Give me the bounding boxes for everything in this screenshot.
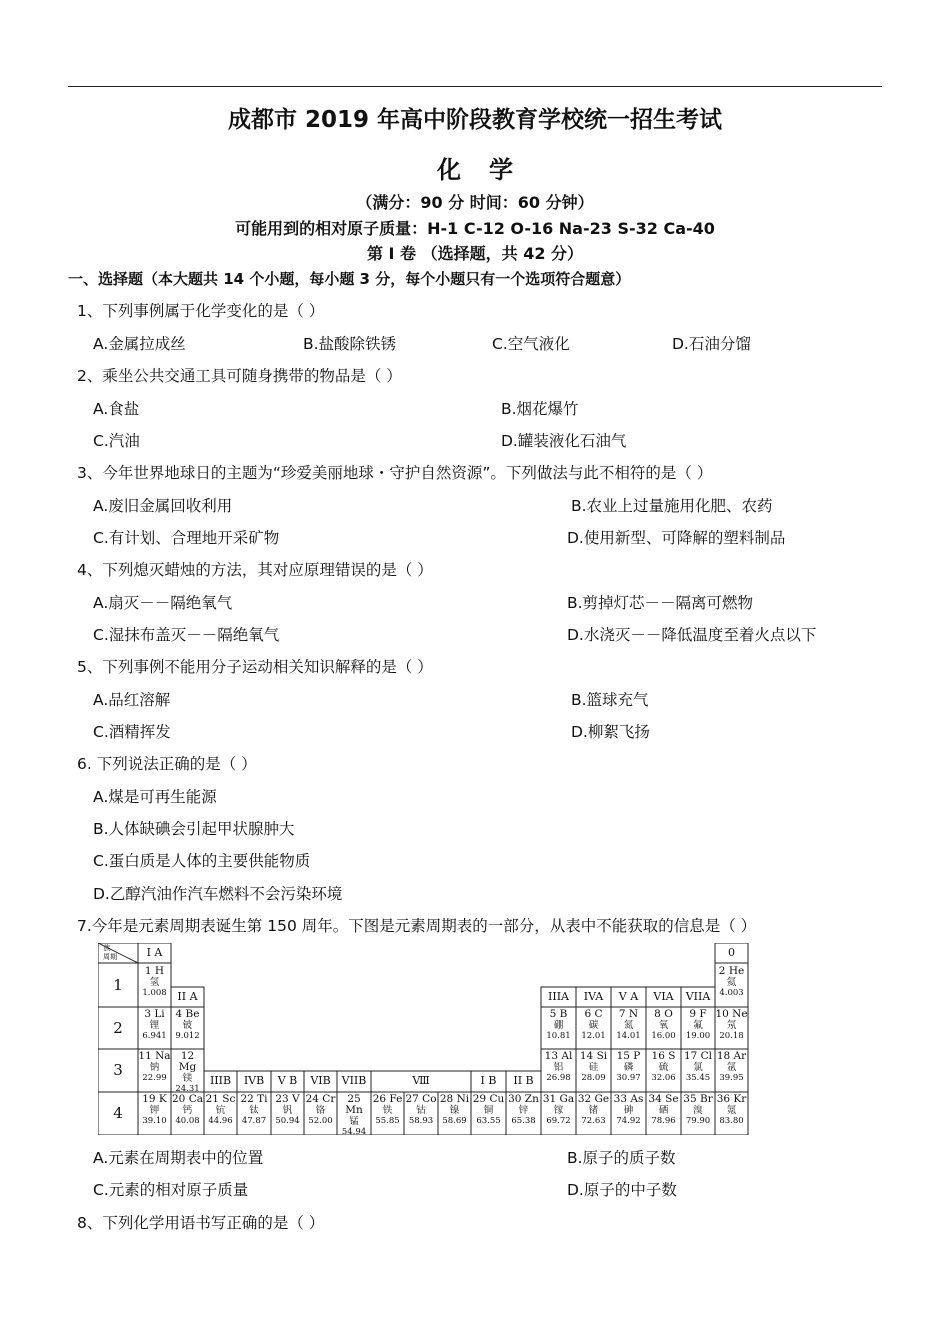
element-cell: 22 Ti 钛 47.87 <box>240 1093 268 1126</box>
element-cell: 3 Li 锂 6.941 <box>142 1008 167 1041</box>
element-cell: 24 Cr 铬 52.00 <box>305 1093 336 1126</box>
group-label: V A <box>618 990 639 1003</box>
option-a: A.废旧金属回收利用 <box>93 497 233 515</box>
period-label: 2 <box>113 1019 123 1037</box>
group-label: IIIB <box>209 1074 232 1087</box>
option-a: A.扇灭－－隔绝氧气 <box>93 594 233 612</box>
element-cell: 36 Kr 氪 83.80 <box>716 1093 747 1126</box>
option-a: A.品红溶解 <box>93 691 171 709</box>
option-d: D.罐装液化石油气 <box>501 432 627 450</box>
element-cell: 10 Ne 氖 20.18 <box>715 1008 748 1041</box>
atomic-masses: 可能用到的相对原子质量：H-1 C-12 O-16 Na-23 S-32 Ca-40 <box>235 219 715 238</box>
group-label: 0 <box>728 946 735 959</box>
group-label: II B <box>513 1074 534 1087</box>
element-cell: 31 Ga 镓 69.72 <box>542 1093 575 1126</box>
element-cell: 27 Co 钴 58.93 <box>405 1093 437 1126</box>
period-label: 3 <box>113 1061 123 1079</box>
option-c: C.湿抹布盖灭－－隔绝氧气 <box>93 626 280 644</box>
option-d: D.柳絮飞扬 <box>571 723 650 741</box>
question-stem: 1、下列事例属于化学变化的是（ ） <box>77 302 325 320</box>
option-c: C.酒精挥发 <box>93 723 171 741</box>
element-cell: 25 Mn 锰 54.94 <box>341 1093 367 1137</box>
option-a: A.金属拉成丝 <box>93 335 186 353</box>
option-b: B.烟花爆竹 <box>501 400 579 418</box>
option-c: C.蛋白质是人体的主要供能物质 <box>93 852 311 870</box>
element-cell: 6 C 碳 12.01 <box>581 1008 606 1041</box>
element-cell: 21 Sc 钪 44.96 <box>205 1093 236 1126</box>
element-cell: 28 Ni 镍 58.69 <box>439 1093 470 1126</box>
question-stem: 8、下列化学用语书写正确的是（ ） <box>77 1214 325 1232</box>
group-label: Ⅷ <box>412 1074 430 1087</box>
option-d: D.使用新型、可降解的塑料制品 <box>567 529 786 547</box>
element-cell: 9 F 氟 19.00 <box>685 1008 711 1041</box>
element-cell: 5 B 硼 10.81 <box>546 1008 571 1041</box>
option-b: B.原子的质子数 <box>567 1149 676 1167</box>
top-rule <box>68 86 882 87</box>
group-label: II A <box>177 990 198 1003</box>
element-cell: 29 Cu 铜 63.55 <box>472 1093 505 1126</box>
option-d: D.乙醇汽油作汽车燃料不会污染环境 <box>93 885 343 903</box>
group-label: VIIB <box>341 1074 367 1087</box>
element-cell: 4 Be 铍 9.012 <box>175 1008 200 1041</box>
period-label: 4 <box>113 1104 123 1122</box>
element-cell: 34 Se 硒 78.96 <box>648 1093 679 1126</box>
group-label: IVB <box>243 1074 265 1087</box>
group-label: IVA <box>583 990 604 1003</box>
group-label: VIIA <box>685 990 711 1003</box>
element-cell: 11 Na 钠 22.99 <box>138 1050 171 1083</box>
volume-heading: 第 I 卷 （选择题，共 42 分） <box>366 244 584 263</box>
element-cell: 16 S 硫 32.06 <box>651 1050 676 1083</box>
element-cell: 35 Br 溴 79.90 <box>683 1093 713 1126</box>
option-b: B.人体缺碘会引起甲状腺肿大 <box>93 820 295 838</box>
group-label: IIIA <box>548 990 569 1003</box>
element-cell: 1 H 氢 1.008 <box>142 965 167 998</box>
option-d: D.原子的中子数 <box>567 1181 677 1199</box>
period-label: 1 <box>113 976 123 994</box>
element-cell: 23 V 钒 50.94 <box>275 1093 300 1126</box>
question-stem: 7.今年是元素周期表诞生第 150 周年。下图是元素周期表的一部分，从表中不能获取的信息是（ ） <box>77 917 757 935</box>
option-c: C.元素的相对原子质量 <box>93 1181 249 1199</box>
option-b: B.篮球充气 <box>571 691 649 709</box>
question-stem: 5、下列事例不能用分子运动相关知识解释的是（ ） <box>77 658 433 676</box>
section-heading: 一、选择题（本大题共 14 个小题，每小题 3 分，每个小题只有一个选项符合题意） <box>68 270 631 288</box>
question-stem: 4、下列熄灭蜡烛的方法，其对应原理错误的是（ ） <box>77 561 433 579</box>
option-a: A.元素在周期表中的位置 <box>93 1149 264 1167</box>
option-a: A.食盐 <box>93 400 140 418</box>
group-label: VIA <box>653 990 674 1003</box>
element-cell: 12 Mg 镁 24.31 <box>175 1050 200 1094</box>
option-a: A.煤是可再生能源 <box>93 788 217 806</box>
element-cell: 7 N 氮 14.01 <box>616 1008 641 1041</box>
element-cell: 2 He 氦 4.003 <box>718 965 745 998</box>
option-b: B.盐酸除铁锈 <box>303 335 397 353</box>
corner-period-label: 周期 <box>103 953 117 961</box>
element-cell: 20 Ca 钙 40.08 <box>172 1093 203 1126</box>
element-cell: 15 P 磷 30.97 <box>616 1050 641 1083</box>
option-c: C.汽油 <box>93 432 140 450</box>
exam-title: 成都市 2019 年高中阶段教育学校统一招生考试 <box>227 107 723 133</box>
option-b: B.剪掉灯芯－－隔离可燃物 <box>567 594 754 612</box>
element-cell: 30 Zn 锌 65.38 <box>508 1093 539 1126</box>
element-cell: 13 Al 铝 26.98 <box>544 1050 573 1083</box>
element-cell: 33 As 砷 74.92 <box>613 1093 644 1126</box>
periodic-table <box>98 943 750 1135</box>
element-cell: 14 Si 硅 28.09 <box>579 1050 608 1083</box>
group-label: VIB <box>310 1074 331 1087</box>
element-cell: 19 K 钾 39.10 <box>142 1093 167 1126</box>
corner-group-label: 族 <box>103 944 111 952</box>
group-label: I A <box>146 946 163 959</box>
option-d: D.水浇灭－－降低温度至着火点以下 <box>567 626 817 644</box>
element-cell: 18 Ar 氩 39.95 <box>716 1050 747 1083</box>
question-stem: 2、乘坐公共交通工具可随身携带的物品是（ ） <box>77 367 402 385</box>
option-d: D.石油分馏 <box>672 335 751 353</box>
question-stem: 6. 下列说法正确的是（ ） <box>77 755 257 773</box>
question-stem: 3、今年世界地球日的主题为“珍爱美丽地球・守护自然资源”。下列做法与此不相符的是（ ） <box>77 464 713 482</box>
option-b: B.农业上过量施用化肥、农药 <box>571 497 773 515</box>
element-cell: 8 O 氧 16.00 <box>651 1008 676 1041</box>
element-cell: 17 Cl 氯 35.45 <box>683 1050 713 1083</box>
element-cell: 32 Ge 锗 72.63 <box>577 1093 610 1126</box>
group-label: V B <box>277 1074 298 1087</box>
group-label: I B <box>480 1074 497 1087</box>
option-c: C.空气液化 <box>492 335 570 353</box>
score-time: （满分：90 分 时间：60 分钟） <box>356 193 594 212</box>
subject-title: 化学 <box>437 156 541 184</box>
element-cell: 26 Fe 铁 55.85 <box>372 1093 403 1126</box>
option-c: C.有计划、合理地开采矿物 <box>93 529 280 547</box>
